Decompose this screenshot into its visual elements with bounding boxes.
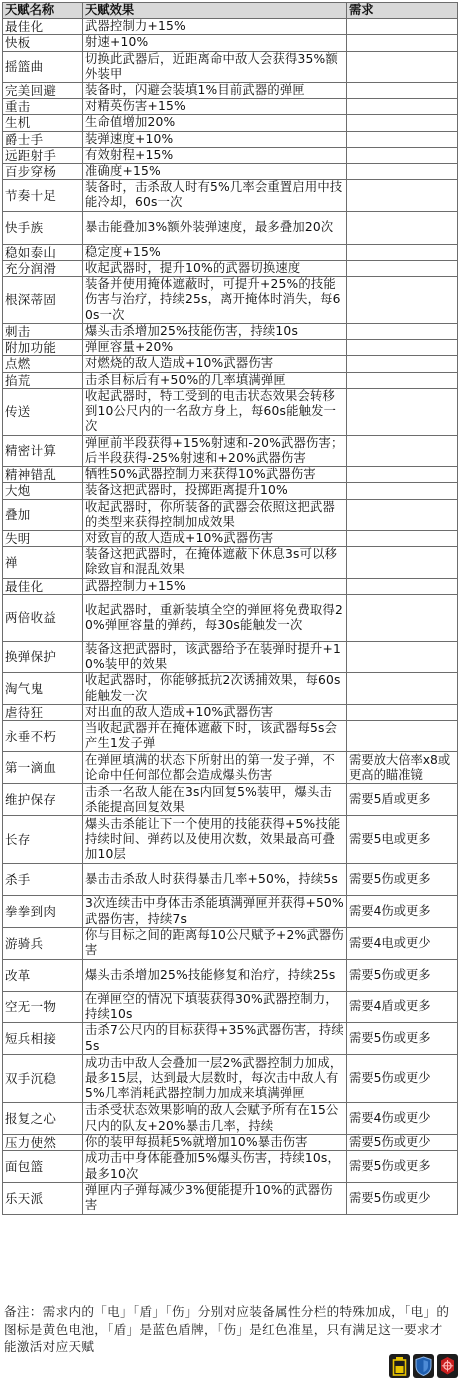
talent-name-cell: 摇篮曲 [3,51,83,82]
talent-effect-cell: 收起武器时，你所装备的武器会依照这把武器的类型来获得控制加成效果 [83,499,347,530]
table-row [3,260,458,276]
table-row [3,435,458,466]
table-row [3,1023,458,1055]
table-body [3,19,458,1215]
talent-table-container [2,2,457,1215]
header-talent-name: 天赋名称 [3,3,83,19]
table-row [3,864,458,896]
requirement-cell [347,673,458,704]
table-row [3,1135,458,1151]
table-row [3,35,458,51]
requirement-icons [389,1354,458,1378]
table-row [3,99,458,115]
talent-name-cell: 长存 [3,816,83,864]
requirement-cell [347,211,458,244]
requirement-cell: 需要5伤或更多 [347,1151,458,1182]
talent-name-cell: 稳如泰山 [3,244,83,260]
talent-name-cell: 快板 [3,35,83,51]
table-row [3,277,458,324]
table-row [3,1182,458,1214]
table-row [3,959,458,991]
talent-name-cell: 节奏十足 [3,180,83,211]
talent-effect-cell: 有效射程+15% [83,147,347,163]
talent-effect-cell: 装备时，闪避会装填1%目前武器的弹匣 [83,83,347,99]
table-row [3,388,458,435]
requirement-cell [347,720,458,751]
table-row [3,244,458,260]
red-crosshair-icon [437,1354,458,1378]
talent-effect-cell: 爆头击杀增加25%技能伤害，持续10s [83,324,347,340]
table-row [3,531,458,547]
table-row [3,483,458,499]
talent-effect-cell: 你与目标之间的距离每10公尺赋予+2%武器伤害 [83,927,347,959]
requirement-cell [347,704,458,720]
table-row [3,594,458,641]
requirement-cell [347,372,458,388]
requirement-cell [347,531,458,547]
talent-name-cell: 最佳化 [3,19,83,35]
talent-effect-cell: 装弹速度+10% [83,131,347,147]
talent-effect-cell: 弹匣内子弹每减少3%便能提升10%的武器伤害 [83,1182,347,1214]
talent-effect-cell: 装备时，击杀敌人时有5%几率会重置启用中技能冷却，60s一次 [83,180,347,211]
requirement-cell [347,641,458,672]
talent-effect-cell: 牺牲50%武器控制力来获得10%武器伤害 [83,467,347,483]
talent-name-cell: 爵士手 [3,131,83,147]
talent-effect-cell: 对致盲的敌人造成+10%武器伤害 [83,531,347,547]
talent-effect-cell: 暴击能叠加3%额外装弹速度，最多叠加20次 [83,211,347,244]
requirement-cell [347,19,458,35]
talent-effect-cell: 击杀一名敌人能在3s内回复5%装甲，爆头击杀能提高回复效果 [83,784,347,816]
table-row [3,356,458,372]
requirement-cell [347,83,458,99]
requirement-cell [347,435,458,466]
table-row [3,673,458,704]
requirement-cell [347,164,458,180]
talent-effect-cell: 当收起武器并在掩体遮蔽下时，该武器每5s会产生1发子弹 [83,720,347,751]
requirement-cell [347,483,458,499]
talent-effect-cell: 收起武器时，提升10%的武器切换速度 [83,260,347,276]
talent-name-cell: 面包篮 [3,1151,83,1182]
requirement-cell: 需要4盾或更多 [347,991,458,1022]
requirement-cell [347,35,458,51]
requirement-cell [347,244,458,260]
talent-effect-cell: 在弹匣空的情况下填装获得30%武器控制力，持续10s [83,991,347,1022]
talent-name-cell: 生机 [3,115,83,131]
table-row [3,83,458,99]
talent-name-cell: 刺击 [3,324,83,340]
talent-effect-cell: 弹匣前半段获得+15%射速和-20%武器伤害；后半段获得-25%射速和+20%武器伤害 [83,435,347,466]
talent-effect-cell: 成功击中身体能叠加5%爆头伤害，持续10s，最多10次 [83,1151,347,1182]
talent-name-cell: 快手族 [3,211,83,244]
talent-effect-cell: 暴击击杀敌人时获得暴击几率+50%，持续5s [83,864,347,896]
talent-name-cell: 两倍收益 [3,594,83,641]
talent-effect-cell: 击杀7公尺内的目标获得+35%武器伤害，持续5s [83,1023,347,1055]
talent-effect-cell: 切换此武器后，近距离命中敌人会获得35%额外装甲 [83,51,347,82]
talent-name-cell: 根深蒂固 [3,277,83,324]
requirement-cell [347,356,458,372]
requirement-cell: 需要5伤或更少 [347,1055,458,1103]
requirement-cell [347,147,458,163]
table-row [3,641,458,672]
table-row [3,896,458,927]
table-row [3,340,458,356]
requirement-cell [347,115,458,131]
table-row [3,927,458,959]
requirement-cell: 需要5盾或更多 [347,784,458,816]
talent-name-cell: 失明 [3,531,83,547]
talent-effect-cell: 稳定度+15% [83,244,347,260]
talent-effect-cell: 装备并使用掩体遮蔽时，可提升+25%的技能伤害与治疗，持续25s，离开掩体时消失，每60s一次 [83,277,347,324]
footnote: 备注：需求内的「电」「盾」「伤」分别对应装备属性分栏的特殊加成，「电」的图标是黄色电池，「盾」是蓝色盾牌，「伤」是红色准星，只有满足这一要求才能激活对应天赋 [4,1304,450,1354]
talent-effect-cell: 武器控制力+15% [83,578,347,594]
talent-name-cell: 充分润滑 [3,260,83,276]
requirement-cell [347,340,458,356]
talent-name-cell: 杀手 [3,864,83,896]
blue-shield-icon [413,1354,434,1378]
talent-name-cell: 大炮 [3,483,83,499]
talent-name-cell: 报复之心 [3,1103,83,1135]
talent-name-cell: 点燃 [3,356,83,372]
requirement-cell: 需要5电或更多 [347,816,458,864]
requirement-cell: 需要放大倍率x8或更高的瞄准镜 [347,752,458,784]
talent-name-cell: 游骑兵 [3,927,83,959]
header-talent-effect: 天赋效果 [83,3,347,19]
talent-effect-cell: 击杀受状态效果影响的敌人会赋予所有在15公尺内的队友+20%暴击几率，持续 [83,1103,347,1135]
talent-effect-cell: 弹匣容量+20% [83,340,347,356]
talent-name-cell: 百步穿杨 [3,164,83,180]
talent-name-cell: 换弹保护 [3,641,83,672]
table-row [3,991,458,1022]
talent-effect-cell: 收起武器时，重新装填全空的弹匣将免费取得20%弹匣容量的弹药，每30s能触发一次 [83,594,347,641]
requirement-cell [347,324,458,340]
table-row [3,1055,458,1103]
talent-name-cell: 附加功能 [3,340,83,356]
requirement-cell: 需要4伤或更少 [347,1103,458,1135]
requirement-cell: 需要5伤或更少 [347,1182,458,1214]
requirement-cell [347,547,458,578]
talent-effect-cell: 对精英伤害+15% [83,99,347,115]
table-row [3,372,458,388]
requirement-cell: 需要5伤或更多 [347,1023,458,1055]
talent-name-cell: 传送 [3,388,83,435]
talent-effect-cell: 在弹匣填满的状态下所射出的第一发子弹，不论命中任何部位都会造成爆头伤害 [83,752,347,784]
table-row [3,1151,458,1182]
table-row [3,147,458,163]
table-row [3,467,458,483]
talent-effect-cell: 对燃烧的敌人造成+10%武器伤害 [83,356,347,372]
table-row [3,752,458,784]
talent-effect-cell: 生命值增加20% [83,115,347,131]
talent-effect-cell: 收起武器时，特工受到的电击状态效果会转移到10公尺内的一名敌方身上，每60s能触发一次 [83,388,347,435]
table-row [3,51,458,82]
talent-name-cell: 压力使然 [3,1135,83,1151]
talent-effect-cell: 你的装甲每损耗5%就增加10%暴击伤害 [83,1135,347,1151]
talent-effect-cell: 装备这把武器时，在掩体遮蔽下休息3s可以移除致盲和混乱效果 [83,547,347,578]
talent-effect-cell: 爆头击杀增加25%技能修复和治疗，持续25s [83,959,347,991]
table-header-row [3,3,458,19]
talent-effect-cell: 成功击中敌人会叠加一层2%武器控制力加成，最多15层，达到最大层数时，每次击中敌人有5%几率消耗武器控制力加成来填满弹匣 [83,1055,347,1103]
talent-effect-cell: 3次连续击中身体击杀能填满弹匣并获得+50%武器伤害，持续7s [83,896,347,927]
table-row [3,180,458,211]
table-row [3,211,458,244]
requirement-cell: 需要4电或更少 [347,927,458,959]
table-row [3,499,458,530]
requirement-cell [347,578,458,594]
talent-effect-cell: 射速+10% [83,35,347,51]
talent-table [2,2,458,1215]
talent-name-cell: 拳拳到肉 [3,896,83,927]
talent-name-cell: 改革 [3,959,83,991]
requirement-cell: 需要5伤或更少 [347,1135,458,1151]
requirement-cell [347,260,458,276]
header-requirement: 需求 [347,3,458,19]
talent-effect-cell: 装备这把武器时，投掷距离提升10% [83,483,347,499]
table-row [3,324,458,340]
talent-name-cell: 乐天派 [3,1182,83,1214]
talent-name-cell: 精神错乱 [3,467,83,483]
talent-name-cell: 叠加 [3,499,83,530]
table-row [3,578,458,594]
talent-effect-cell: 爆头击杀能让下一个使用的技能获得+5%技能持续时间、弹药以及使用次数，效果最高可叠加10层 [83,816,347,864]
talent-name-cell: 完美回避 [3,83,83,99]
talent-name-cell: 双手沉稳 [3,1055,83,1103]
talent-name-cell: 短兵相接 [3,1023,83,1055]
talent-name-cell: 精密计算 [3,435,83,466]
requirement-cell: 需要5伤或更多 [347,864,458,896]
requirement-cell [347,277,458,324]
requirement-cell [347,51,458,82]
talent-name-cell: 重击 [3,99,83,115]
requirement-cell [347,131,458,147]
talent-name-cell: 禅 [3,547,83,578]
table-row [3,164,458,180]
table-row [3,19,458,35]
talent-name-cell: 最佳化 [3,578,83,594]
talent-name-cell: 第一滴血 [3,752,83,784]
table-row [3,720,458,751]
talent-effect-cell: 装备这把武器时，该武器给予在装弹时提升+10%装甲的效果 [83,641,347,672]
table-row [3,547,458,578]
talent-name-cell: 永垂不朽 [3,720,83,751]
talent-effect-cell: 准确度+15% [83,164,347,180]
requirement-cell [347,180,458,211]
requirement-cell [347,388,458,435]
talent-name-cell: 空无一物 [3,991,83,1022]
talent-effect-cell: 对出血的敌人造成+10%武器伤害 [83,704,347,720]
talent-name-cell: 远距射手 [3,147,83,163]
table-row [3,1103,458,1135]
requirement-cell: 需要4伤或更多 [347,896,458,927]
requirement-cell [347,499,458,530]
table-row [3,131,458,147]
talent-name-cell: 淘气鬼 [3,673,83,704]
requirement-cell [347,99,458,115]
talent-name-cell: 维护保存 [3,784,83,816]
talent-name-cell: 虐待狂 [3,704,83,720]
table-row [3,704,458,720]
requirement-cell [347,594,458,641]
requirement-cell: 需要5伤或更多 [347,959,458,991]
talent-name-cell: 掐荒 [3,372,83,388]
talent-effect-cell: 收起武器时，你能够抵抗2次诱捕效果，每60s能触发一次 [83,673,347,704]
requirement-cell [347,467,458,483]
talent-effect-cell: 击杀目标后有+50%的几率填满弹匣 [83,372,347,388]
yellow-battery-icon [389,1354,410,1378]
table-row [3,115,458,131]
talent-effect-cell: 武器控制力+15% [83,19,347,35]
table-row [3,816,458,864]
table-row [3,784,458,816]
